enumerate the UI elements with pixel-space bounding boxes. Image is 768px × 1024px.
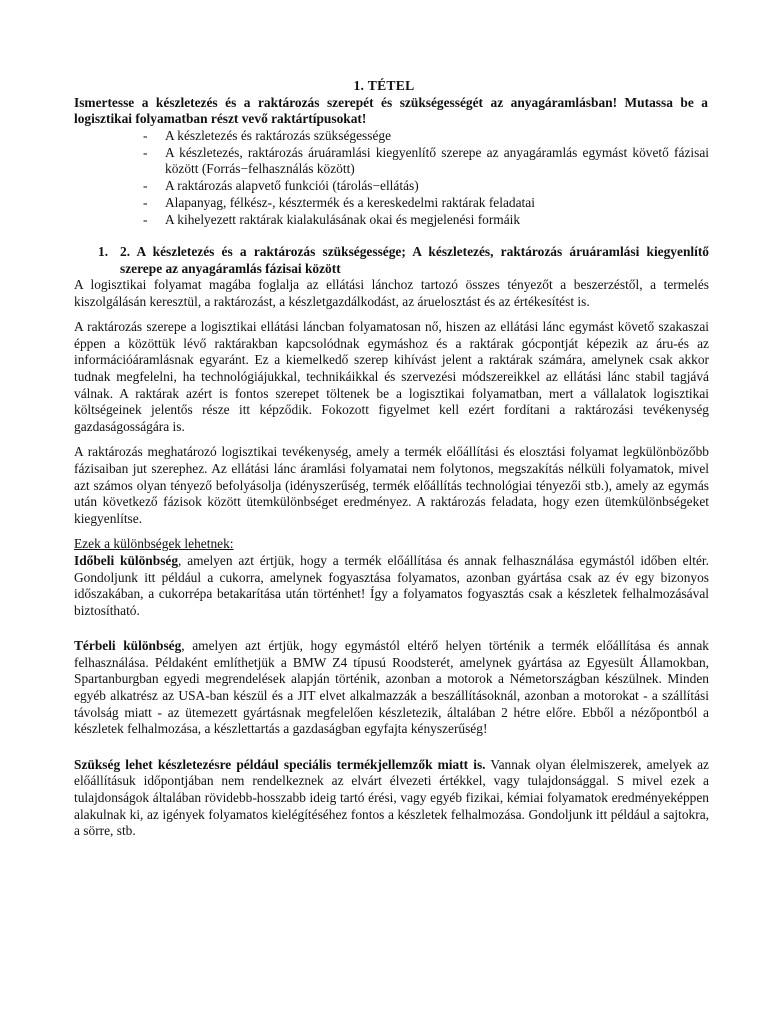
subsection-heading bbox=[98, 244, 709, 277]
topic-item: - A készletezés, raktározás áruáramlási kiegyenlítő szerepe az anyagáramlás egymást követő fázisai között (Forrás−felhasználás között) bbox=[143, 145, 709, 178]
section-title: 1. TÉTEL bbox=[353, 78, 415, 93]
topic-list bbox=[143, 128, 709, 228]
topic-item: - A készletezés és raktározás szükségessége bbox=[143, 128, 709, 145]
product-features-term: Szükség lehet készletezésre például speciális termékjellemzők miatt is. bbox=[74, 756, 486, 772]
topic-item: - A kihelyezett raktárak kialakulásának okai és megjelenési formáik bbox=[143, 212, 709, 229]
document-body bbox=[74, 277, 709, 840]
subsection-number: 1. bbox=[98, 244, 109, 259]
paragraph-time-difference bbox=[74, 553, 709, 619]
paragraph-product-features bbox=[74, 757, 709, 840]
task-question: Ismertesse a készletezés és a raktározás szerepét és szükségességét az anyagáramlásban! Mutassa be a logisztikai folyamatban részt vevő raktártípusokat! bbox=[74, 95, 708, 126]
paragraph-intro: A logisztikai folyamat magába foglalja az ellátási lánchoz tartozó összes tényezőt a beszerzéstől, a termelés kiszolgálásán keresztül, a raktározást, a készletgazdálkodást, az áruelosztást és az értékesítést is. bbox=[74, 277, 709, 309]
subsection-title: 2. A készletezés és a raktározás szükségessége; A készletezés, raktározás áruáramlási kiegyenlítő szerepe az anyagáramlás fázisai között bbox=[120, 244, 709, 276]
paragraph-role: A raktározás szerepe a logisztikai ellátási láncban folyamatosan nő, hiszen az ellátási lánc egymást követő szakaszai éppen a közöttük lévő raktárakban kapcsolódnak egymáshoz és a raktárak gócpontját képezik az áru-és az információáramlásnak egyaránt. Ez a kiemelkedő szerep kihívást jelent a raktárak számára, amelynek csak akkor tudnak megfelelni, ha technológiájukkal, technikáikkal és szervezési módszereikkel az ellátási lánc stabil tagjává válnak. A raktárak azért is fontos szerepet töltenek be a logisztikai folyamatban, mert a vállalatok logisztikai költségeinek jelentős része itt képződik. Fokozott figyelmet kell ezért fordítani a raktározási tevékenység gazdaságosságára is. bbox=[74, 319, 709, 434]
product-features-text: Vannak olyan élelmiszerek, amelyek az előállításuk időpontjában nem rendelkeznek az elvárt élvezeti értékkel, vagy tulajdonsággal. S mivel ezek a tulajdonságok általában rövidebb-hosszabb ideig tartó érési, vagy egyéb fizikai, kémiai folyamatok eredményeképpen alakulnak ki, az igények folyamatos kielégítéséhez fontos a készletek felhalmozása. Gondoljunk itt például a sajtokra, a sörre, stb. bbox=[74, 756, 709, 839]
differences-heading: Ezek a különbségek lehetnek: bbox=[74, 536, 234, 552]
time-difference-term: Időbeli különbség bbox=[74, 552, 179, 568]
time-difference-text: , amelyen azt értjük, hogy a termék előállítása és annak felhasználása egymástól időben eltér. Gondoljunk itt például a cukorra, amelynek fogyasztása folyamatos, azonban gyártása csak az év egy bizonyos időszakában, a cukorrépa betakarítása után történhet! Így a folyamatos fogyasztás csak a készletek felhalmozásával biztosítható. bbox=[74, 552, 709, 618]
topic-item: - A raktározás alapvető funkciói (tárolás−ellátás) bbox=[143, 178, 709, 195]
paragraph-space-difference bbox=[74, 638, 709, 738]
paragraph-activity: A raktározás meghatározó logisztikai tevékenység, amely a termék előállítási és elosztási folyamat legkülönbözőbb fázisaiban jut szerephez. Az ellátási lánc áramlási folyamatai nem folytonos, megszakítás nélküli folyamatok, mivel azt számos olyan tényező befolyásolja (idényszerűség, termék előállítás technológiai tényezői stb.), amely az egymás után következő fázisok között ütemkülönbséget eredményez. A raktározás feladata, hogy ezen ütemkülönbségeket kiegyenlítse. bbox=[74, 444, 709, 526]
topic-item: - Alapanyag, félkész-, késztermék és a kereskedelmi raktárak feladatai bbox=[143, 195, 709, 212]
space-difference-term: Térbeli különbség bbox=[74, 638, 182, 654]
space-difference-text: , amelyen azt értjük, hogy egymástól eltérő helyen történik a termék előállítása és annak felhasználása. Példaként említhetjük a BMW Z4 típusú Roodsterét, amelynek gyártása az Egyesült Államokban, Spartanburgban egyedi megrendelések alapján történik, azonban a motorok a Németországban készülnek. Minden egyéb alkatrész az USA-ban készül és a JIT elvet alkalmazzák a beszállításoknál, azonban a motorokat - a szállítási távolság miatt - az ütemezett gyártásnak megfelelően készletezik, általában 2 hétre előre. Ebből a nézőpontból a készletek felhalmozása, a készlettartás a gazdaságban egyfajta kényszerűség! bbox=[74, 638, 709, 737]
